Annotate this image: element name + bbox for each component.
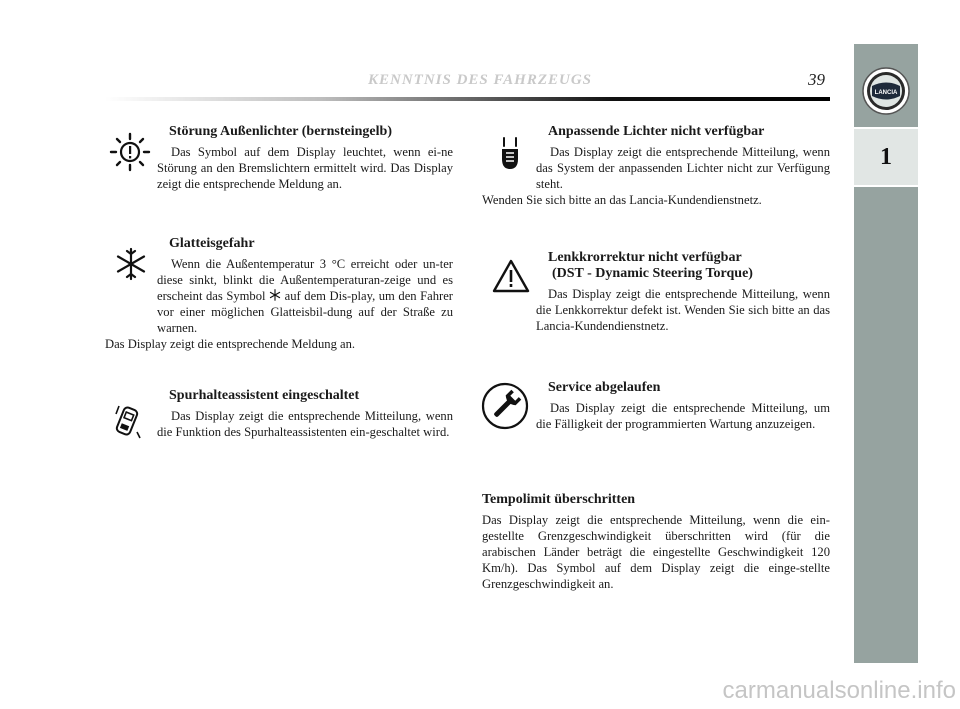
section-heading: Glatteisgefahr bbox=[169, 236, 255, 251]
lane-assist-section bbox=[105, 388, 453, 440]
logo-text: LANCIA bbox=[874, 90, 898, 96]
ice-warning-section bbox=[105, 236, 453, 352]
section-text: Das Display zeigt die entsprechende Mitteilung, wenn das System der anpassenden Lichter nicht zur Verfügung steht. bbox=[536, 145, 830, 191]
section-heading: Störung Außenlichter (bernsteingelb) bbox=[169, 124, 392, 139]
section-text bbox=[105, 256, 453, 336]
steering-correction-section bbox=[482, 250, 830, 334]
service-due-section bbox=[482, 380, 830, 432]
chapter-tab[interactable]: 1 bbox=[854, 127, 918, 187]
section-text: Das Display zeigt die entsprechende Mitteilung, um die Fälligkeit der programmierten Wartung anzuzeigen. bbox=[536, 401, 830, 431]
exterior-light-fault-section bbox=[105, 124, 453, 192]
section-heading: Lenkkrorrektur nicht verfügbar bbox=[548, 250, 742, 265]
section-text: Das Display zeigt die entsprechende Meldung an. bbox=[105, 337, 356, 351]
adaptive-lights-section bbox=[482, 124, 830, 208]
inline-snowflake-icon bbox=[269, 289, 281, 301]
section-heading: Tempolimit überschritten bbox=[482, 492, 636, 507]
section-text-part: auf dem Dis-play, um den Fahrer vor einer möglichen Glatteisbil-dung auf der Straße zu warnen. bbox=[157, 289, 454, 335]
section-heading: Spurhalteassistent eingeschaltet bbox=[169, 388, 360, 403]
chapter-sidebar bbox=[854, 44, 918, 663]
header-rule bbox=[105, 97, 830, 101]
speed-limit-section bbox=[482, 492, 830, 592]
section-heading: Anpassende Lichter nicht verfügbar bbox=[548, 124, 765, 139]
section-text: Das Display zeigt die entsprechende Mitteilung, wenn die Lenkkorrektur defekt ist. Wenden Sie sich bitte an das Lancia-Kundendienstnetz. bbox=[536, 287, 830, 333]
section-text: Das Display zeigt die entsprechende Mitteilung, wenn die Funktion des Spurhalteassistenten ein-geschaltet wird. bbox=[157, 409, 453, 439]
section-text: Das Display zeigt die entsprechende Mitteilung, wenn die ein-gestellte Grenzgeschwindigkeit überschritten wird (für die arabischen Länder beträgt die eingestellte Geschwindigkeit 120 Km/h). Das Symbol auf dem Display zeigt die einge-stellte Grenzgeschwindigkeit an. bbox=[482, 513, 830, 591]
page-number: 39 bbox=[808, 70, 825, 89]
section-subheading: (DST - Dynamic Steering Torque) bbox=[552, 266, 753, 281]
watermark: carmanualsonline.info bbox=[722, 677, 956, 704]
section-text: Das Symbol auf dem Display leuchtet, wenn ei-ne Störung an den Bremslichtern ermittelt wird. Das Display zeigt die entsprechende Meldung an. bbox=[157, 145, 453, 191]
section-title: KENNTNIS DES FAHRZEUGS bbox=[367, 72, 592, 88]
section-heading: Service abgelaufen bbox=[548, 380, 661, 395]
section-text: Wenden Sie sich bitte an das Lancia-Kundendienstnetz. bbox=[482, 193, 762, 207]
section-text-part: Wenn die Außentemperatur 3 °C erreicht oder un-ter diese sinkt, blinkt die Außentemperaturan-zeige und es erscheint das Symbol bbox=[157, 257, 453, 303]
lancia-logo-icon bbox=[861, 66, 911, 116]
